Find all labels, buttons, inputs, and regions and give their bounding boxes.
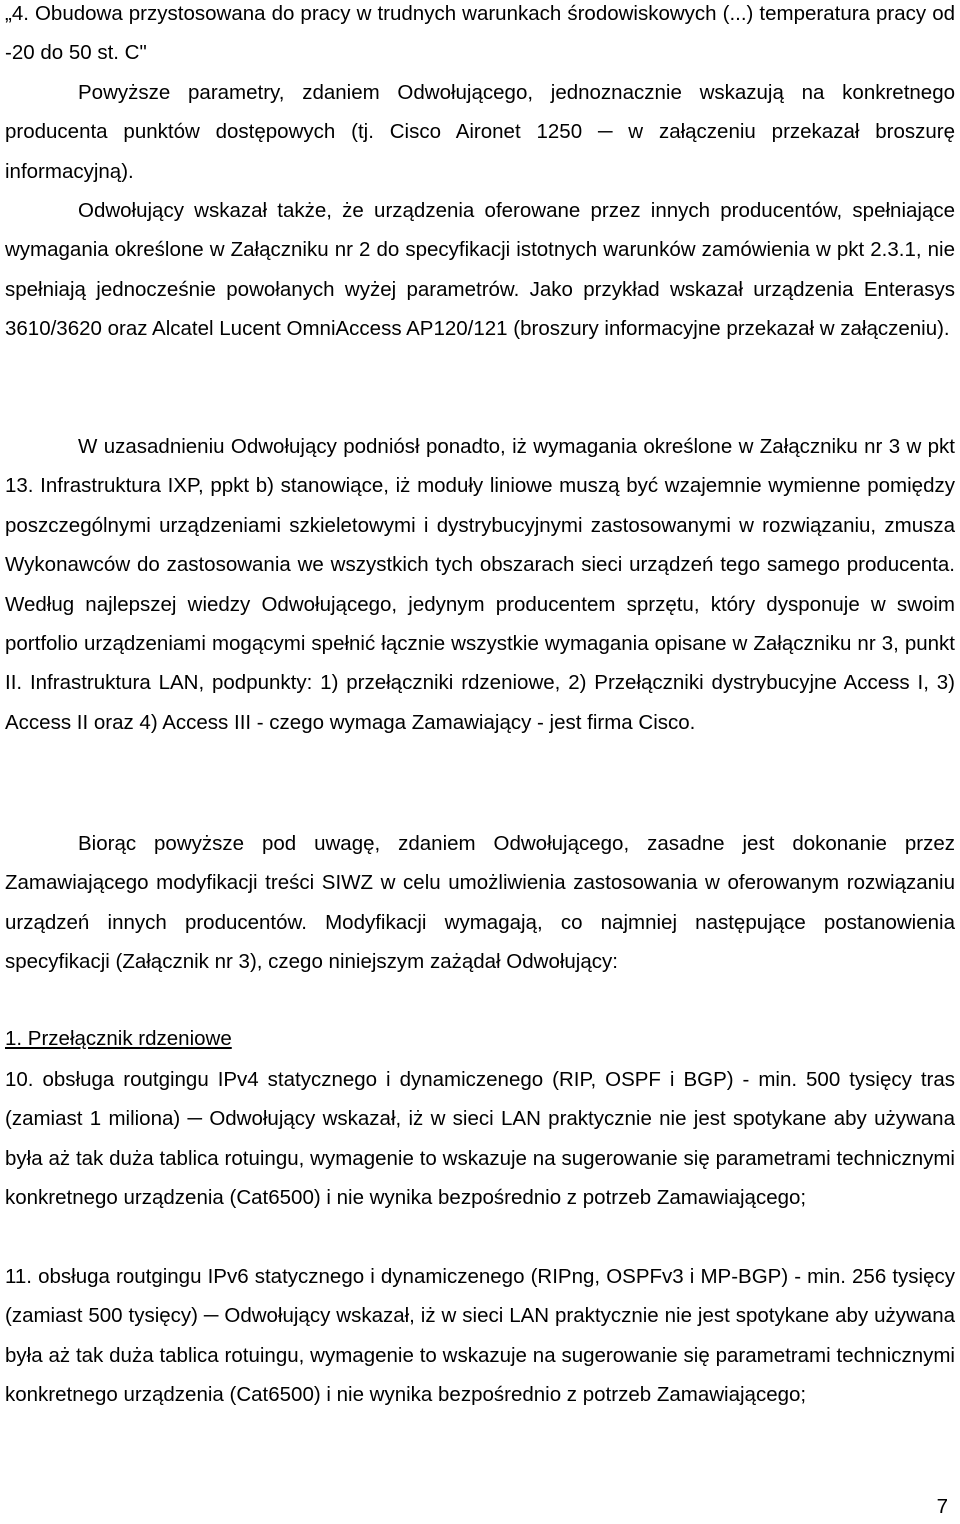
list-item: 11. obsługa routgingu IPv6 statycznego i dynamiczenego (RIPng, OSPFv3 i MP-BGP) - min. 256 tysięcy (zamiast 500 tysięcy) ─ Odwołujący wskazał, iż w sieci LAN praktycznie nie jest spotykane aby używana była aż tak duża tablica rotuingu, wymagenie to wskazuje na sugerowanie się parametrami technicznymi konkretnego urządzenia (Cat6500) i nie wynika bezpośrednio z potrzeb Zamawiającego; xyxy=(5,1265,955,1407)
paragraph-parameters: Powyższe parametry, zdaniem Odwołującego, jednoznacznie wskazują na konkretnego producenta punktów dostępowych (tj. Cisco Aironet 1250 ─ w załączeniu przekazał broszurę informacyjną). xyxy=(5,81,955,183)
paragraph-other-producers: Odwołujący wskazał także, że urządzenia oferowane przez innych producentów, spełniające wymagania określone w Załączniku nr 2 do specyfikacji istotnych warunków zamówienia w pkt 2.3.1, nie spełniają jednocześnie powołanych wyżej parametrów. Jako przykład wskazał urządzenia Enterasys 3610/3620 oraz Alcatel Lucent OmniAccess AP120/121 (broszury informacyjne przekazał w załączeniu). xyxy=(5,199,955,341)
section-heading: 1. Przełącznik rdzeniowe xyxy=(5,1027,232,1050)
page-number: 7 xyxy=(936,1495,948,1518)
paragraph-justification: W uzasadnieniu Odwołujący podniósł ponadto, iż wymagania określone w Załączniku nr 3 w pkt 13. Infrastruktura IXP, ppkt b) stanowiące, iż moduły liniowe muszą być wzajemnie wymienne pomiędzy poszczególnymi urządzeniami szkieletowymi i dystrybucyjnymi zastosowanymi w rozwiązaniu, zmusza Wykonawców do zastosowania we wszystkich tych obszarach sieci urządzeń tego samego producenta. Według najlepszej wiedzy Odwołującego, jedynym producentem sprzętu, który dysponuje w swoim portfolio urządzeniami mogącymi spełnić łącznie wszystkie wymagania opisane w Załączniku nr 3, punkt II. Infrastruktura LAN, podpunkty: 1) przełączniki rdzeniowe, 2) Przełączniki dystrybucyjne Access I, 3) Access II oraz 4) Access III - czego wymaga Zamawiający - jest firma Cisco. xyxy=(5,435,955,734)
paragraph-quote: „4. Obudowa przystosowana do pracy w trudnych warunkach środowiskowych (...) temperatura pracy od -20 do 50 st. C" xyxy=(5,2,955,65)
list-item: 10. obsługa routgingu IPv4 statycznego i dynamiczenego (RIP, OSPF i BGP) - min. 500 tysięcy tras (zamiast 1 miliona) ─ Odwołujący wskazał, iż w sieci LAN praktycznie nie jest spotykane aby używana była aż tak duża tablica rotuingu, wymagenie to wskazuje na sugerowanie się parametrami technicznymi konkretnego urządzenia (Cat6500) i nie wynika bezpośrednio z potrzeb Zamawiającego; xyxy=(5,1068,955,1210)
paragraph-conclusion: Biorąc powyższe pod uwagę, zdaniem Odwołującego, zasadne jest dokonanie przez Zamawiającego modyfikacji treści SIWZ w celu umożliwienia zastosowania w oferowanym rozwiązaniu urządzeń innych producentów. Modyfikacji wymagają, co najmniej następujące postanowienia specyfikacji (Załącznik nr 3), czego niniejszym zażądał Odwołujący: xyxy=(5,832,955,974)
